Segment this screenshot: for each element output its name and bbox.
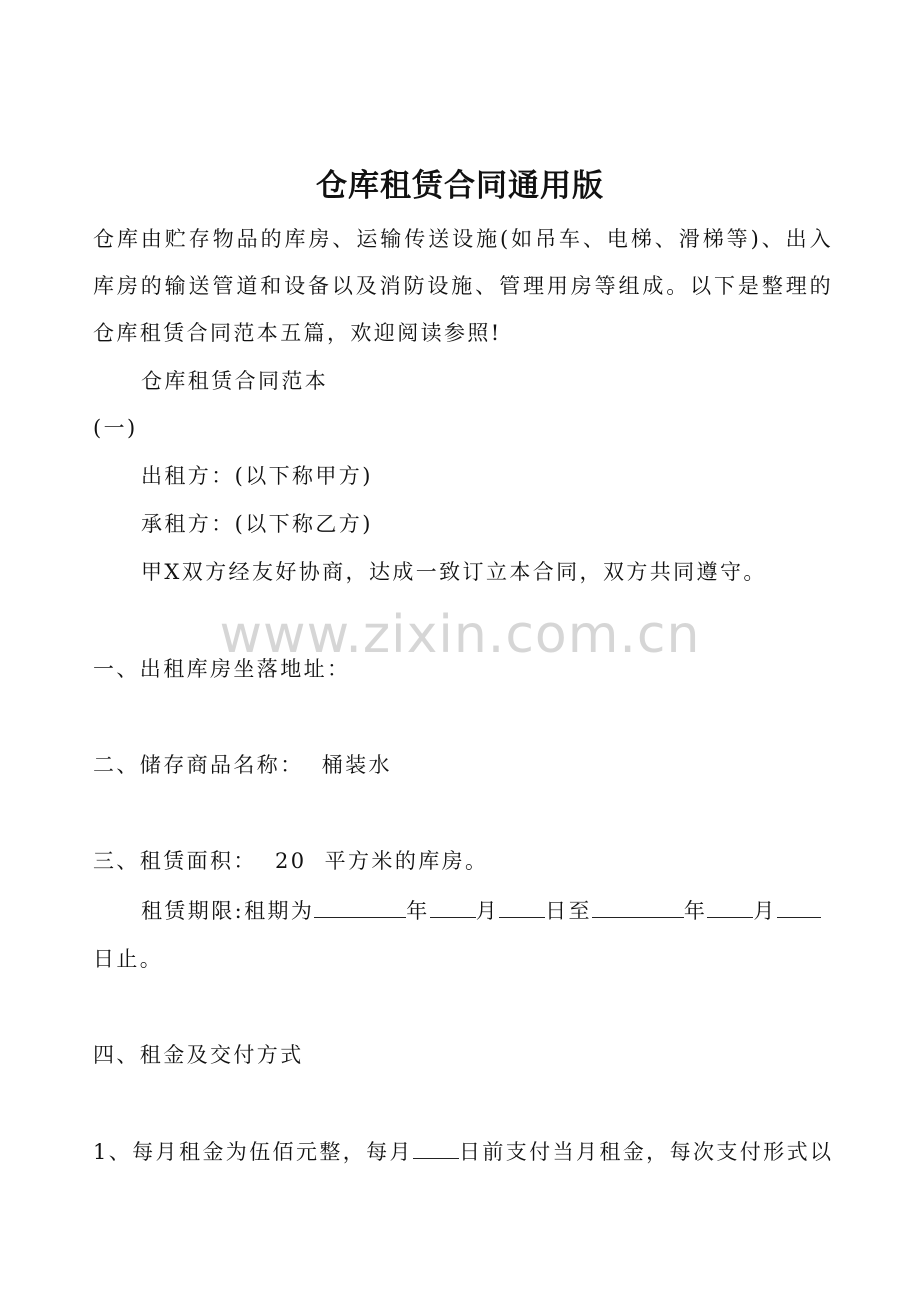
rent-day-blank[interactable] [413, 1138, 459, 1159]
watermark: www.zixin.com.cn [219, 605, 701, 665]
end-year-unit: 年 [683, 899, 708, 923]
start-year-unit: 年 [406, 899, 430, 923]
start-month-unit: 月 [475, 899, 500, 923]
rent-item-1-rest: 日前支付当月租金，每次支付形式以 [458, 1140, 834, 1164]
clause-rent: 四、租金及交付方式 [93, 1043, 304, 1067]
start-year-blank[interactable] [314, 897, 406, 918]
end-year-blank[interactable] [592, 897, 684, 918]
intro-paragraph: 仓库由贮存物品的库房、运输传送设施(如吊车、电梯、滑梯等)、出入库房的输送管道和设备以及消防设施、管理用房等组成。以下是整理的仓库租赁合同范本五篇，欢迎阅读参照! [93, 227, 833, 345]
agreement-line: 甲X双方经友好协商，达成一致订立本合同，双方共同遵守。 [141, 560, 767, 584]
document-title: 仓库租赁合同通用版 [316, 168, 604, 204]
lessor-line: 出租方：(以下称甲方) [141, 464, 373, 488]
clause-location: 一、出租库房坐落地址： [93, 657, 351, 681]
start-day-blank[interactable] [499, 897, 545, 918]
end-day-blank[interactable] [777, 897, 821, 918]
end-month-blank[interactable] [707, 897, 753, 918]
start-month-blank[interactable] [430, 897, 476, 918]
clause-area: 三、租赁面积： 20 平方米的库房。 [93, 849, 489, 873]
end-month-unit: 月 [753, 899, 777, 923]
lease-term-label: 租赁期限:租期为 [141, 899, 315, 923]
contract-subtitle: 仓库租赁合同范本 [141, 369, 329, 393]
rent-item-1-text: 1、每月租金为伍佰元整，每月 [93, 1140, 413, 1164]
clause-goods: 二、储存商品名称： 桶装水 [93, 753, 392, 777]
contract-number: (一) [93, 416, 138, 440]
rent-item-1 [93, 1137, 833, 1167]
lessee-line: 承租方：(以下称乙方) [141, 512, 373, 536]
start-day-unit: 日至 [545, 899, 592, 923]
lease-term-line [141, 896, 821, 926]
lease-term-end: 日止。 [93, 947, 164, 971]
